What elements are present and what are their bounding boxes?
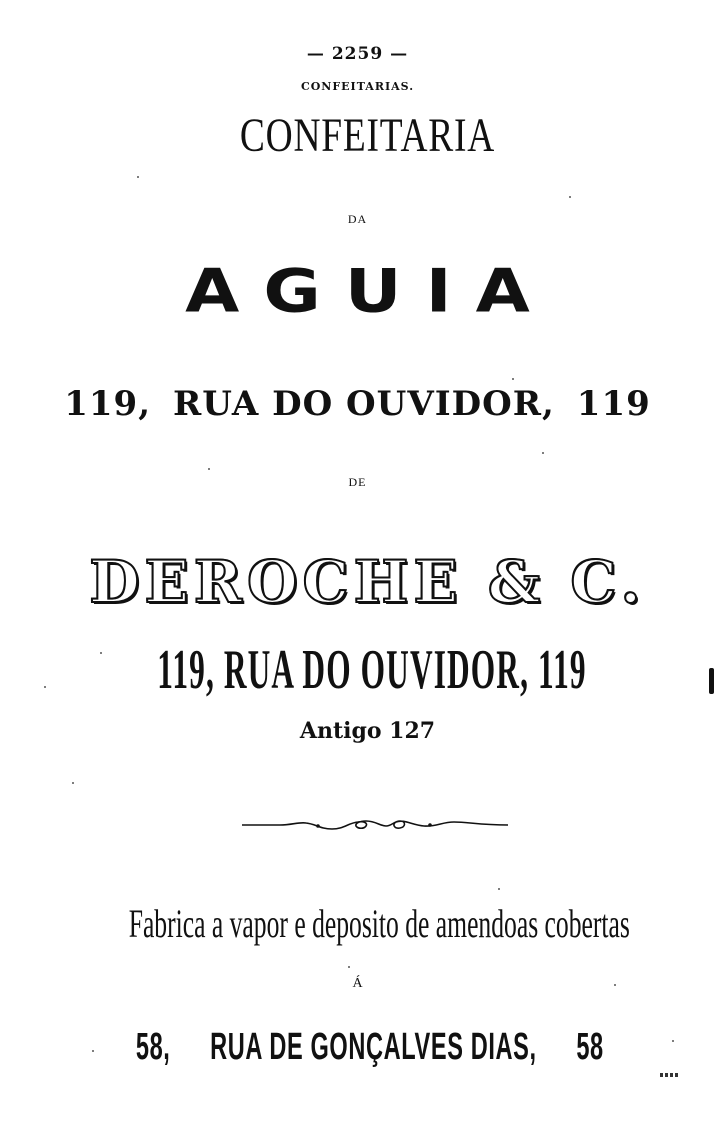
print-speck bbox=[498, 888, 500, 890]
print-speck bbox=[137, 176, 139, 178]
factory-description: Fabrica a vapor e deposito de amendoas cobertas bbox=[128, 901, 630, 946]
secondary-address: 119, RUA DO OUVIDOR, 119 bbox=[157, 639, 587, 701]
connector-de: DE bbox=[348, 475, 367, 489]
main-address bbox=[0, 384, 715, 424]
owner-name: DEROCHE & C. bbox=[89, 548, 646, 616]
printer-mark-icon bbox=[660, 1072, 680, 1078]
print-speck bbox=[348, 966, 350, 968]
scroll-divider-icon bbox=[240, 810, 510, 840]
factory-address bbox=[135, 1026, 604, 1069]
factory-address-left-number: 58, bbox=[135, 1026, 171, 1068]
section-heading: CONFEITARIAS. bbox=[300, 80, 415, 93]
old-street-number: Antigo 127 bbox=[299, 718, 436, 744]
print-speck bbox=[100, 652, 102, 654]
print-speck bbox=[614, 984, 616, 986]
factory-address-right-number: 58 bbox=[576, 1026, 604, 1068]
connector-a: Á bbox=[352, 976, 363, 991]
page-edge-mark bbox=[709, 668, 714, 694]
main-address-street: RUA DO OUVIDOR, bbox=[173, 384, 555, 424]
print-speck bbox=[542, 452, 544, 454]
main-address-right-number: 119 bbox=[576, 384, 651, 424]
print-speck bbox=[92, 1050, 94, 1052]
print-speck bbox=[512, 378, 514, 380]
factory-address-street: RUA DE GONÇALVES DIAS, bbox=[210, 1026, 537, 1068]
print-speck bbox=[208, 468, 210, 470]
page-number: — 2259 — bbox=[306, 44, 409, 64]
shop-name: CONFEITARIA bbox=[239, 109, 496, 162]
print-speck bbox=[72, 782, 74, 784]
print-speck bbox=[569, 196, 571, 198]
main-address-left-number: 119, bbox=[64, 384, 152, 424]
brand-name: AGUIA bbox=[185, 256, 554, 326]
print-speck bbox=[672, 1040, 674, 1042]
print-speck bbox=[44, 686, 46, 688]
connector-da: DA bbox=[347, 212, 368, 226]
